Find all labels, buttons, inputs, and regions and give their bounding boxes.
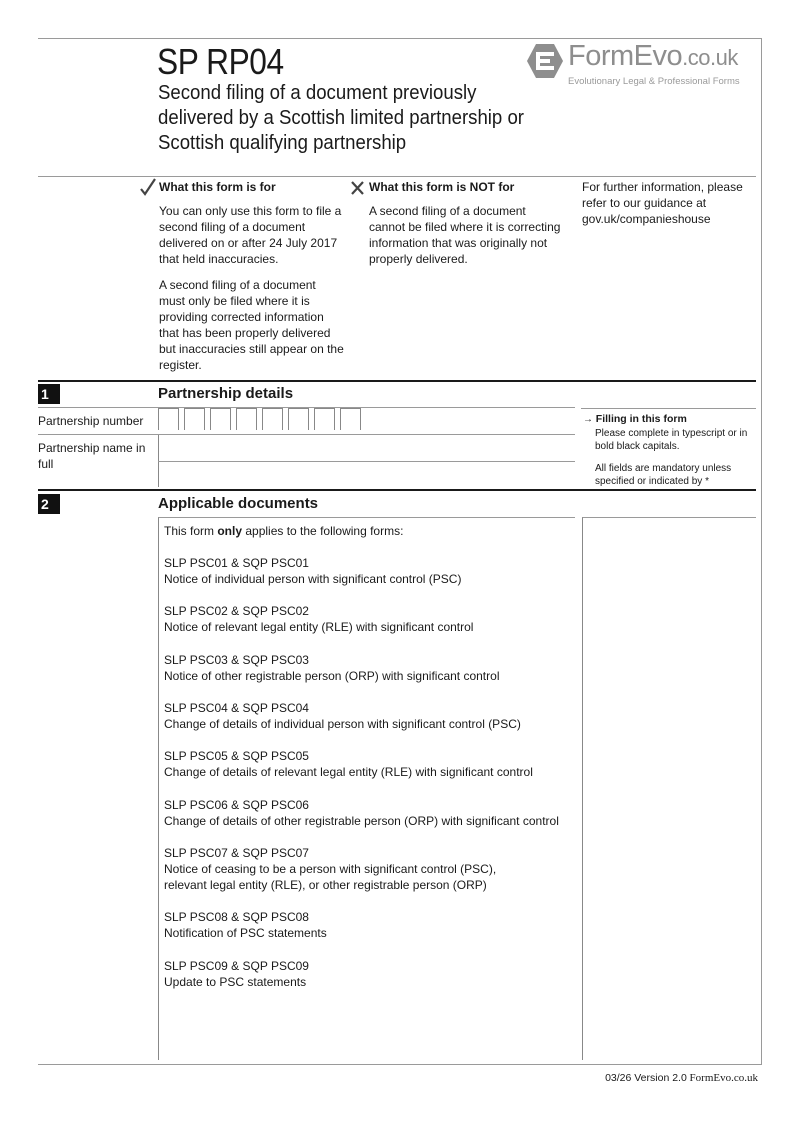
section2-number: 2 — [38, 494, 60, 514]
document-item — [164, 845, 574, 893]
logo-wordmark: FormEvo.co.uk — [568, 40, 738, 72]
checkmark-icon — [140, 178, 156, 196]
number-digit-box[interactable] — [288, 408, 309, 430]
document-description: Notice of other registrable person (ORP) with significant control — [164, 669, 500, 683]
not-for-paragraph-1: A second filing of a document cannot be filed where it is correcting information that was originally not properly delivered. — [369, 204, 561, 266]
section1-title: Partnership details — [158, 385, 294, 402]
document-code: SLP PSC09 & SQP PSC09 — [164, 959, 309, 973]
document-description: Notification of PSC statements — [164, 926, 327, 940]
document-description: Change of details of relevant legal entity (RLE) with significant control — [164, 765, 533, 779]
document-code: SLP PSC06 & SQP PSC06 — [164, 798, 309, 812]
document-description: Notice of relevant legal entity (RLE) with significant control — [164, 620, 474, 634]
cross-icon — [350, 180, 365, 196]
right-border — [761, 38, 762, 1065]
document-description: Notice of ceasing to be a person with significant control (PSC), — [164, 862, 497, 876]
further-info: For further information, please refer to our guidance at gov.uk/companieshouse — [582, 180, 743, 226]
section1-rule — [38, 380, 756, 382]
section1-number: 1 — [38, 384, 60, 404]
partnership-name-field-1[interactable] — [158, 435, 575, 461]
footer-brand: FormEvo.co.uk — [689, 1072, 758, 1084]
section2-rule — [38, 489, 756, 491]
document-description: Update to PSC statements — [164, 975, 307, 989]
document-item — [164, 958, 574, 990]
document-item — [164, 603, 574, 635]
form-title: Second filing of a document previously delivered by a Scottish limited partnership or Scottish qualifying partnership — [158, 82, 524, 154]
number-digit-box[interactable] — [262, 408, 283, 430]
document-description: Notice of individual person with significant control (PSC) — [164, 572, 462, 586]
documents-side-box — [582, 517, 756, 1060]
number-digit-box[interactable] — [158, 408, 179, 430]
for-paragraph-2: A second filing of a document must only be filed where it is providing corrected information that has been properly delivered but inaccuracies still appear on the register. — [159, 278, 344, 372]
footer — [605, 1072, 758, 1084]
for-text — [159, 203, 345, 383]
document-item — [164, 555, 574, 587]
filling-note-heading: Filling in this form — [595, 413, 687, 425]
document-item — [164, 700, 574, 732]
document-code: SLP PSC07 & SQP PSC07 — [164, 846, 309, 860]
not-for-heading: What this form is NOT for — [369, 180, 515, 194]
documents-intro: This form only applies to the following forms: — [164, 524, 404, 538]
partnership-number-field[interactable] — [158, 408, 368, 430]
document-description-cont: relevant legal entity (RLE), or other registrable person (ORP) — [164, 878, 487, 892]
form-code: SP RP04 — [157, 41, 284, 82]
document-code: SLP PSC08 & SQP PSC08 — [164, 910, 309, 924]
for-heading: What this form is for — [159, 180, 276, 194]
number-digit-box[interactable] — [184, 408, 205, 430]
filling-note-line2: All fields are mandatory unless specified or indicated by * — [595, 463, 732, 487]
partnership-name-field-2[interactable] — [158, 462, 575, 487]
document-code: SLP PSC01 & SQP PSC01 — [164, 556, 309, 570]
footer-rule — [38, 1064, 762, 1065]
formevo-logo — [526, 40, 761, 92]
document-code: SLP PSC02 & SQP PSC02 — [164, 604, 309, 618]
partnership-name-label: Partnership name in full — [38, 441, 146, 471]
arrow-right-icon: → — [583, 414, 593, 425]
footer-version: 03/26 Version 2.0 — [605, 1072, 687, 1084]
filling-note-line1: Please complete in typescript or in bold black capitals. — [595, 428, 748, 452]
document-code: SLP PSC03 & SQP PSC03 — [164, 653, 309, 667]
number-digit-box[interactable] — [340, 408, 361, 430]
document-item — [164, 797, 574, 829]
section2-title: Applicable documents — [158, 495, 319, 512]
for-paragraph-1: You can only use this form to file a second filing of a document delivered on or after 24 July 2017 that held inaccuracies. — [159, 204, 342, 266]
filling-note — [581, 408, 756, 489]
not-for-text — [369, 203, 564, 277]
top-border — [38, 38, 762, 39]
logo-tagline: Evolutionary Legal & Professional Forms — [568, 76, 740, 87]
document-code: SLP PSC04 & SQP PSC04 — [164, 701, 309, 715]
document-item — [164, 909, 574, 941]
number-digit-box[interactable] — [314, 408, 335, 430]
number-digit-box[interactable] — [210, 408, 231, 430]
document-item — [164, 748, 574, 780]
document-code: SLP PSC05 & SQP PSC05 — [164, 749, 309, 763]
partnership-number-label: Partnership number — [38, 414, 144, 428]
logo-hexagon-icon — [526, 42, 564, 80]
header-divider — [38, 176, 756, 177]
document-description: Change of details of other registrable person (ORP) with significant control — [164, 814, 559, 828]
document-description: Change of details of individual person with significant control (PSC) — [164, 717, 521, 731]
document-item — [164, 652, 574, 684]
number-digit-box[interactable] — [236, 408, 257, 430]
